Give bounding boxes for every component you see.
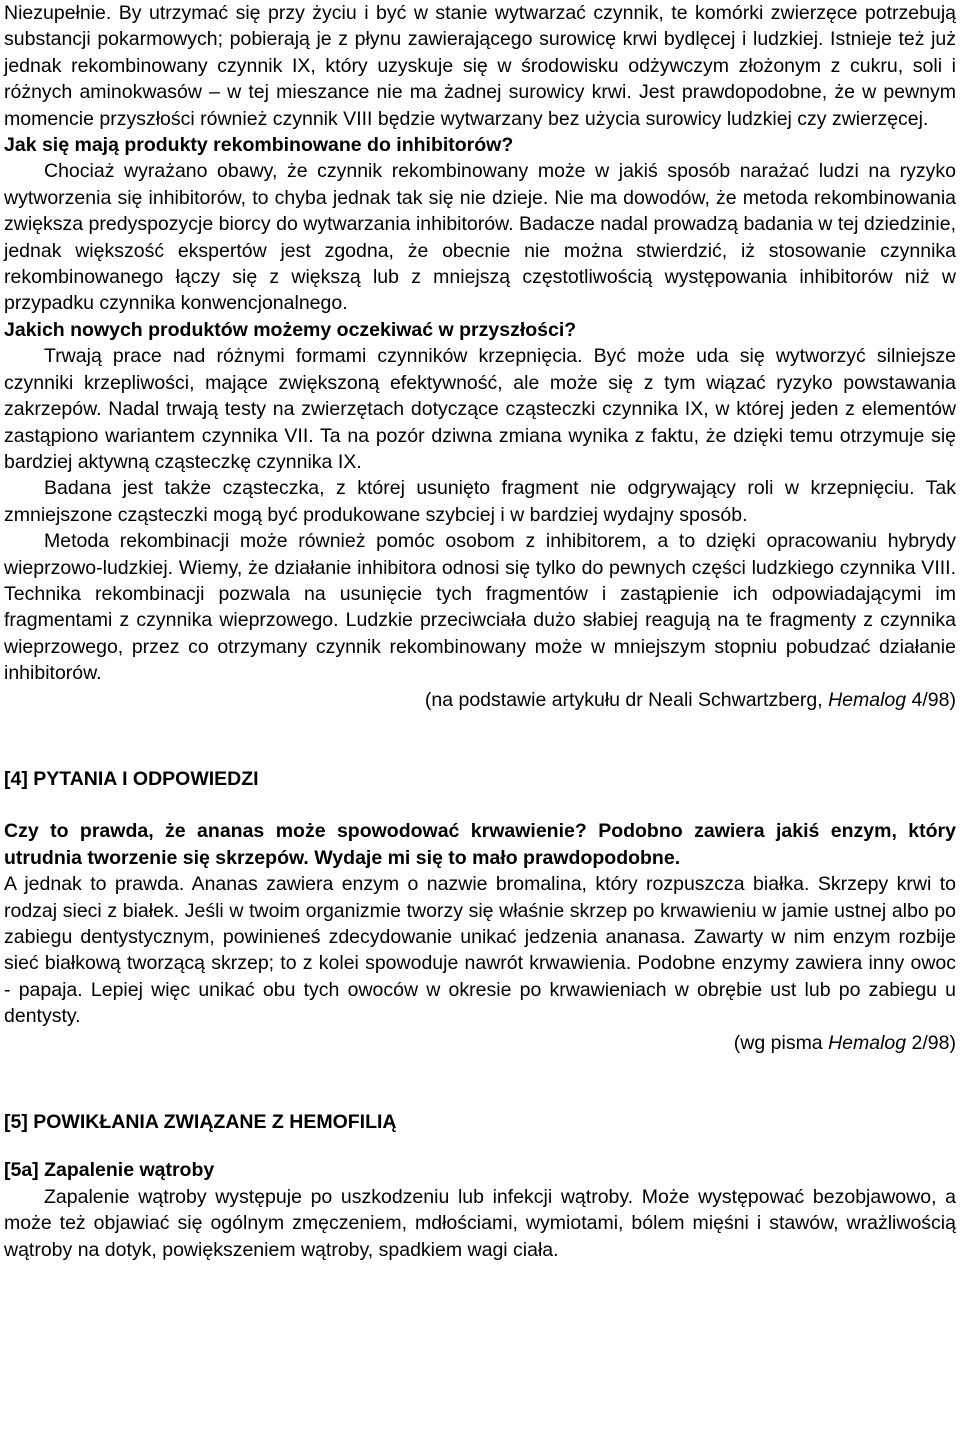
qa-answer: A jednak to prawda. Ananas zawiera enzym o nazwie bromalina, który rozpuszcza białka. Skrzepy krwi to rodzaj sieci z białek. Jeśli w twoim organizmie tworzy się właśnie skrzep po krwawieniu w jamie ustnej albo po zabiegu dentystycznym, powinieneś zdecydowanie unikać jedzenia ananasa. Zawarty w nim enzym rozbije sieć białkową tworzącą skrzep; to z kolei spowoduje nawrót krwawienia. Podobne enzymy zawiera inny owoc - papaja. Lepiej więc unikać obu tych owoców w okresie po krwawieniach w obrębie ust lub po zabiegu u dentysty.	[4, 873, 956, 1028]
paragraph-factor-production: Niezupełnie. By utrzymać się przy życiu i być w stanie wytwarzać czynnik, te komórki zwierzęce potrzebują substancji pokarmowych; pobierają je z płynu zawierającego surowicę krwi bydlęcej i ludzkiej. Istnieje też już jednak rekombinowany czynnik IX, który uzyskuje się w środowisku odżywczym złożonym z cukru, soli i różnych aminokwasów – w tej mieszance nie ma żadnej surowicy krwi. Jest prawdopodobne, że w pewnym momencie przyszłości również czynnik VIII będzie wytwarzany bez użycia surowicy ludzkiej czy zwierzęcej.	[4, 2, 956, 130]
paragraph-hybrid: Metoda rekombinacji może również pomóc osobom z inhibitorem, a to dzięki opracowaniu hybrydy wieprzowo-ludzkiej. Wiemy, że działanie inhibitora odnosi się tylko do pewnych części ludzkiego czynnika VIII. Technika rekombinacji pozwala na usunięcie tych fragmentów i zastąpienie ich odpowiadającymi im fragmentami z czynnika wieprzowego. Ludzkie przeciwciała dużo słabiej reagują na te fragmenty z czynnika wieprzowego, przez co otrzymany czynnik rekombinowany może w mniejszym stopniu pobudzać działanie inhibitorów.	[4, 530, 956, 685]
journal-title: Hemalog	[828, 1031, 907, 1054]
document-page	[4, 0, 956, 1263]
section-heading-complications: [5] POWIKŁANIA ZWIĄZANE Z HEMOFILIĄ	[4, 1111, 397, 1134]
paragraph-hepatitis: Zapalenie wątroby występuje po uszkodzeniu lub infekcji wątroby. Może występować bezobjawowo, a może też objawiać się ogólnym zmęczeniem, mdłościami, wymiotami, bólem mięśni i stawów, wrażliwością wątroby na dotyk, powiększeniem wątroby, spadkiem wagi ciała.	[4, 1185, 956, 1261]
section-heading-qa: [4] PYTANIA I ODPOWIEDZI	[4, 767, 259, 790]
question-inhibitors: Jak się mają produkty rekombinowane do inhibitorów?	[4, 134, 514, 157]
source-citation-2: (wg pisma Hemalog 2/98)	[733, 1031, 956, 1054]
question-future-products: Jakich nowych produktów możemy oczekiwać w przyszłości?	[4, 318, 577, 341]
qa-question: Czy to prawda, że ananas może spowodować krwawienie? Podobno zawiera jakiś enzym, który utrudnia tworzenie się skrzepów. Wydaje mi się to mało prawdopodobne.	[4, 820, 956, 869]
subsection-heading-hepatitis: [5a] Zapalenie wątroby	[4, 1159, 215, 1182]
paragraph-future-forms: Trwają prace nad różnymi formami czynników krzepnięcia. Być może uda się wytworzyć silniejsze czynniki krzepliwości, mające zwiększoną efektywność, ale może się z tym wiązać ryzyko powstawania zakrzepów. Nadal trwają testy na zwierzętach dotyczące cząsteczki czynnika IX, w której jeden z elementów zastąpiono wariantem czynnika VII. Ta na pozór dziwna zmiana wynika z faktu, że dzięki temu otrzymuje się bardziej aktywną cząsteczkę czynnika IX.	[4, 345, 956, 473]
paragraph-inhibitors: Chociaż wyrażano obawy, że czynnik rekombinowany może w jakiś sposób narażać ludzi na ryzyko wytworzenia się inhibitorów, to chyba jednak tak się nie dzieje. Nie ma dowodów, że metoda rekombinowania zwiększa predyspozycje biorcy do wytwarzania inhibitorów. Badacze nadal prowadzą badania w tej dziedzinie, jednak większość ekspertów jest zgodna, że obecnie nie można stwierdzić, iż stosowanie czynnika rekombinowanego łączy się z większą lub z mniejszą częstotliwością występowania inhibitorów niż w przypadku czynnika konwencjonalnego.	[4, 160, 956, 315]
paragraph-smaller-molecules: Badana jest także cząsteczka, z której usunięto fragment nie odgrywający roli w krzepnięciu. Tak zmniejszone cząsteczki mogą być produkowane szybciej i w bardziej wydajny sposób.	[4, 477, 956, 526]
journal-title: Hemalog	[828, 688, 907, 711]
source-citation-1: (na podstawie artykułu dr Neali Schwartzberg, Hemalog 4/98)	[424, 688, 956, 711]
